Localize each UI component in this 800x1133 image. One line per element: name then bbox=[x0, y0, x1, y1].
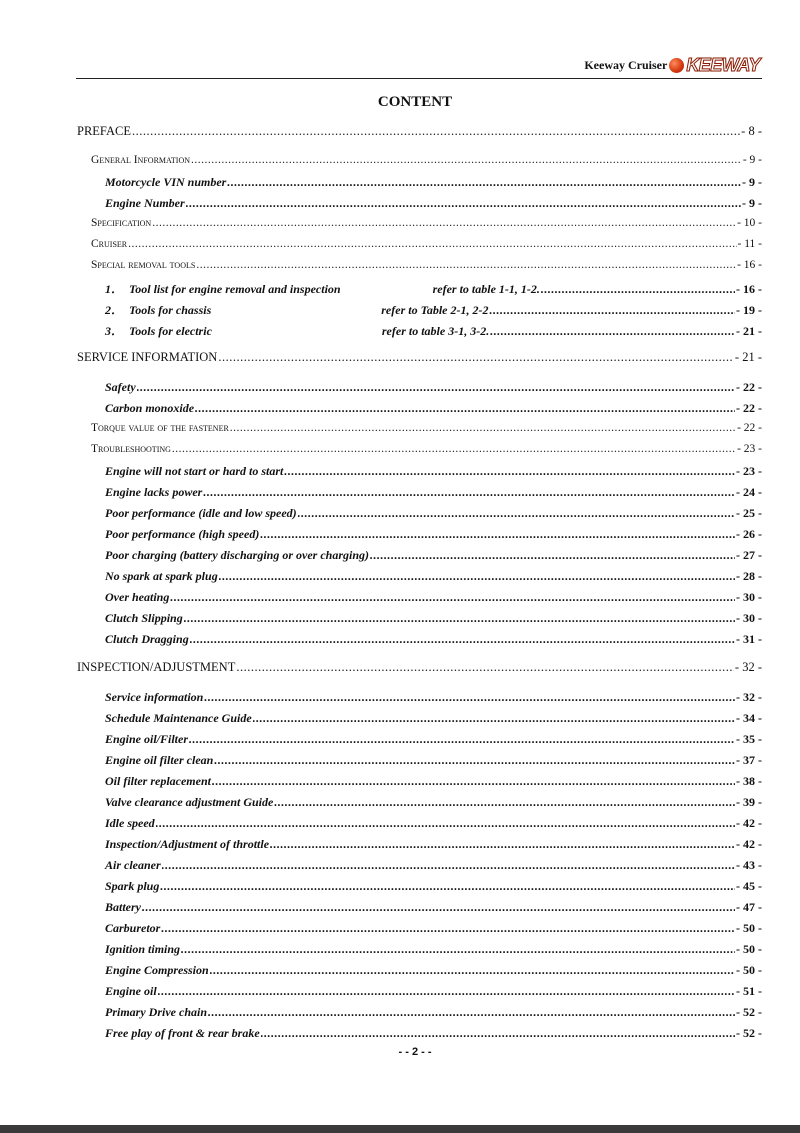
toc-entry-label: Torque value of the fastener bbox=[91, 422, 229, 434]
toc-entry-label: Free play of front & rear brake bbox=[105, 1026, 260, 1040]
toc-leader-dots bbox=[142, 900, 735, 915]
toc-entry-page: - 24 - bbox=[736, 485, 762, 499]
toc-entry-page: - 19 - bbox=[736, 303, 762, 317]
toc-entry[interactable] bbox=[105, 527, 762, 545]
toc-entry[interactable] bbox=[105, 632, 762, 650]
toc-leader-dots bbox=[214, 753, 735, 768]
toc-entry-page: - 38 - bbox=[736, 774, 762, 788]
toc-entry[interactable] bbox=[105, 711, 762, 729]
toc-entry-label: Engine lacks power bbox=[105, 485, 203, 499]
toc-entry[interactable] bbox=[105, 900, 762, 918]
toc-leader-dots bbox=[186, 196, 741, 211]
toc-entry-page: - 42 - bbox=[736, 837, 762, 851]
toc-entry[interactable] bbox=[105, 774, 762, 792]
toc-entry[interactable] bbox=[105, 963, 762, 981]
toc-entry-label: Poor performance (idle and low speed) bbox=[105, 506, 297, 520]
toc-entry-label bbox=[105, 280, 540, 297]
toc-entry-page: - 30 - bbox=[736, 611, 762, 625]
toc-entry-page: - 43 - bbox=[736, 858, 762, 872]
toc-entry-page: - 23 - bbox=[737, 443, 762, 455]
toc-entry[interactable] bbox=[105, 301, 762, 319]
toc-entry[interactable] bbox=[105, 506, 762, 524]
toc-entry-label: Inspection/Adjustment of throttle bbox=[105, 837, 270, 851]
toc-entry-page: - 34 - bbox=[736, 711, 762, 725]
toc-entry-label: Specification bbox=[91, 217, 152, 229]
page-number: - - 2 - - bbox=[398, 1046, 432, 1058]
toc-entry-label: Ignition timing bbox=[105, 942, 181, 956]
toc-entry-label: Engine will not start or hard to start bbox=[105, 464, 284, 478]
toc-entry-page: - 37 - bbox=[736, 753, 762, 767]
toc-entry-label: Clutch Slipping bbox=[105, 611, 183, 625]
toc-entry[interactable] bbox=[91, 238, 762, 256]
toc-entry-label: Safety bbox=[105, 380, 136, 394]
toc-entry[interactable] bbox=[105, 280, 762, 298]
toc-entry-label: INSPECTION/ADJUSTMENT bbox=[77, 660, 236, 674]
toc-entry-page: - 16 - bbox=[736, 282, 762, 296]
toc-entry-label: Carburetor bbox=[105, 921, 161, 935]
toc-leader-dots bbox=[208, 1005, 735, 1020]
toc-entry[interactable] bbox=[91, 259, 762, 277]
toc-entry[interactable] bbox=[105, 611, 762, 629]
toc-leader-dots bbox=[210, 963, 735, 978]
toc-entry-label bbox=[105, 301, 488, 318]
toc-entry[interactable] bbox=[105, 485, 762, 503]
toc-leader-dots bbox=[160, 879, 735, 894]
toc-entry[interactable] bbox=[105, 401, 762, 419]
toc-entry[interactable] bbox=[105, 921, 762, 939]
toc-entry-label: Motorcycle VIN number bbox=[105, 175, 227, 189]
toc-leader-dots bbox=[236, 660, 734, 675]
toc-entry[interactable] bbox=[105, 879, 762, 897]
toc-leader-dots bbox=[274, 795, 735, 810]
toc-entry-label: Clutch Dragging bbox=[105, 632, 189, 646]
toc-leader-dots bbox=[156, 816, 735, 831]
toc-entry[interactable] bbox=[91, 217, 762, 235]
toc-entry[interactable] bbox=[105, 690, 762, 708]
toc-entry-page: - 52 - bbox=[736, 1005, 762, 1019]
toc-entry-page: - 35 - bbox=[736, 732, 762, 746]
toc-entry-page: - 21 - bbox=[734, 350, 762, 364]
toc-entry-title: Tools for electric bbox=[129, 324, 212, 338]
toc-entry-label: Engine oil bbox=[105, 984, 157, 998]
toc-entry-label: Valve clearance adjustment Guide bbox=[105, 795, 274, 809]
toc-leader-dots bbox=[270, 837, 735, 852]
toc-entry-page: - 23 - bbox=[736, 464, 762, 478]
toc-entry[interactable] bbox=[105, 753, 762, 771]
toc-entry[interactable] bbox=[105, 795, 762, 813]
toc-entry-page: - 9 - bbox=[742, 154, 762, 166]
toc-entry-number: 2． bbox=[105, 303, 124, 317]
toc-leader-dots bbox=[161, 921, 735, 936]
toc-entry[interactable] bbox=[105, 548, 762, 566]
toc-entry-page: - 22 - bbox=[736, 401, 762, 415]
toc-leader-dots bbox=[152, 217, 736, 229]
toc-entry[interactable] bbox=[105, 1005, 762, 1023]
toc-entry-label: Schedule Maintenance Guide bbox=[105, 711, 252, 725]
toc-leader-dots bbox=[128, 238, 736, 250]
toc-entry-label: Air cleaner bbox=[105, 858, 161, 872]
toc-entry[interactable] bbox=[77, 124, 762, 142]
toc-entry[interactable] bbox=[105, 464, 762, 482]
toc-leader-dots bbox=[184, 611, 735, 626]
toc-leader-dots bbox=[137, 380, 735, 395]
logo-text: KEEWAY bbox=[686, 54, 760, 75]
toc-leader-dots bbox=[190, 632, 735, 647]
toc-entry-page: - 25 - bbox=[736, 506, 762, 520]
toc-entry[interactable] bbox=[77, 350, 762, 368]
toc-entry[interactable] bbox=[105, 196, 762, 214]
toc-entry-reference: refer to table 3-1, 3-2. bbox=[381, 324, 490, 338]
toc-entry-page: - 27 - bbox=[736, 548, 762, 562]
toc-leader-dots bbox=[162, 858, 735, 873]
toc-entry-page: - 26 - bbox=[736, 527, 762, 541]
toc-entry-page: - 31 - bbox=[736, 632, 762, 646]
toc-leader-dots bbox=[212, 774, 735, 789]
toc-entry-label: Oil filter replacement bbox=[105, 774, 211, 788]
page-title: CONTENT bbox=[377, 94, 453, 110]
toc-entry-page: - 28 - bbox=[736, 569, 762, 583]
toc-leader-dots bbox=[189, 732, 735, 747]
toc-leader-dots bbox=[170, 590, 735, 605]
toc-leader-dots bbox=[227, 175, 741, 190]
toc-leader-dots bbox=[284, 464, 735, 479]
toc-entry-label bbox=[105, 322, 489, 339]
toc-leader-dots bbox=[219, 569, 735, 584]
toc-leader-dots bbox=[195, 401, 735, 416]
toc-entry-label: Cruiser bbox=[91, 238, 128, 250]
toc-leader-dots bbox=[370, 548, 735, 563]
toc-entry-label: Engine Number bbox=[105, 196, 185, 210]
toc-entry-page: - 30 - bbox=[736, 590, 762, 604]
toc-leader-dots bbox=[172, 443, 736, 455]
toc-entry-page: - 9 - bbox=[742, 175, 762, 189]
toc-entry[interactable] bbox=[105, 569, 762, 587]
toc-entry-label: Engine oil filter clean bbox=[105, 753, 214, 767]
toc-entry-label: Engine oil/Filter bbox=[105, 732, 189, 746]
toc-leader-dots bbox=[218, 350, 734, 365]
toc-entry-label: Poor performance (high speed) bbox=[105, 527, 260, 541]
toc-leader-dots bbox=[260, 527, 735, 542]
toc-entry-page: - 10 - bbox=[737, 217, 762, 229]
toc-entry-page: - 45 - bbox=[736, 879, 762, 893]
toc-entry-number: 3． bbox=[105, 324, 124, 338]
toc-entry-page: - 9 - bbox=[742, 196, 762, 210]
toc-entry-number: 1． bbox=[105, 282, 124, 296]
toc-entry-reference: refer to Table 2-1, 2-2 bbox=[381, 303, 489, 317]
toc-entry-page: - 8 - bbox=[741, 124, 762, 138]
toc-entry-page: - 11 - bbox=[737, 238, 762, 250]
toc-entry-page: - 51 - bbox=[736, 984, 762, 998]
toc-entry-label: Service information bbox=[105, 690, 204, 704]
toc-leader-dots bbox=[204, 690, 735, 705]
toc-leader-dots bbox=[490, 324, 735, 339]
toc-entry-title: Tools for chassis bbox=[129, 303, 212, 317]
toc-leader-dots bbox=[261, 1026, 735, 1041]
toc-entry-label: No spark at spark plug bbox=[105, 569, 218, 583]
toc-leader-dots bbox=[158, 984, 735, 999]
toc-entry-label: Poor charging (battery discharging or over charging) bbox=[105, 548, 370, 562]
toc-entry-label: Spark plug bbox=[105, 879, 160, 893]
toc-leader-dots bbox=[253, 711, 735, 726]
toc-entry-page: - 32 - bbox=[734, 660, 762, 674]
toc-entry[interactable] bbox=[105, 322, 762, 340]
toc-entry-page: - 50 - bbox=[736, 942, 762, 956]
toc-entry[interactable] bbox=[105, 590, 762, 608]
bottom-bar bbox=[0, 1125, 800, 1133]
toc-leader-dots bbox=[196, 259, 736, 271]
toc-leader-dots bbox=[230, 422, 736, 434]
toc-entry-page: - 16 - bbox=[737, 259, 762, 271]
toc-leader-dots bbox=[541, 282, 735, 297]
toc-entry-label: General Information bbox=[91, 154, 191, 166]
toc-entry-label: Over heating bbox=[105, 590, 170, 604]
toc-entry-reference: refer to table 1-1, 1-2. bbox=[432, 282, 540, 296]
toc-leader-dots bbox=[181, 942, 735, 957]
toc-entry[interactable] bbox=[91, 422, 762, 440]
toc-leader-dots bbox=[489, 303, 735, 318]
toc-entry-page: - 22 - bbox=[737, 422, 762, 434]
toc-entry[interactable] bbox=[105, 1026, 762, 1044]
toc-entry-label: Carbon monoxide bbox=[105, 401, 195, 415]
toc-entry-page: - 42 - bbox=[736, 816, 762, 830]
toc-leader-dots bbox=[191, 154, 742, 166]
toc-entry-page: - 50 - bbox=[736, 921, 762, 935]
toc-entry-page: - 32 - bbox=[736, 690, 762, 704]
toc-leader-dots bbox=[298, 506, 735, 521]
toc-entry[interactable] bbox=[105, 942, 762, 960]
toc-entry-page: - 47 - bbox=[736, 900, 762, 914]
toc-entry[interactable] bbox=[91, 443, 762, 461]
toc-entry-label: Special removal tools bbox=[91, 259, 196, 271]
toc-entry-page: - 52 - bbox=[736, 1026, 762, 1040]
toc-entry-label: Primary Drive chain bbox=[105, 1005, 207, 1019]
toc-leader-dots bbox=[203, 485, 735, 500]
toc-leader-dots bbox=[132, 124, 740, 139]
toc-entry-label: Engine Compression bbox=[105, 963, 209, 977]
toc-entry[interactable] bbox=[105, 380, 762, 398]
toc-entry-page: - 39 - bbox=[736, 795, 762, 809]
toc-entry[interactable] bbox=[105, 816, 762, 834]
toc-entry-label: Idle speed bbox=[105, 816, 155, 830]
toc-entry-page: - 22 - bbox=[736, 380, 762, 394]
toc-entry[interactable] bbox=[91, 154, 762, 172]
toc-entry-label: Battery bbox=[105, 900, 141, 914]
toc-entry[interactable] bbox=[77, 660, 762, 678]
toc-entry-label: SERVICE INFORMATION bbox=[77, 350, 218, 364]
toc-entry-label: Troubleshooting bbox=[91, 443, 171, 455]
toc-entry[interactable] bbox=[105, 732, 762, 750]
toc-entry-page: - 50 - bbox=[736, 963, 762, 977]
header-title: Keeway Cruiser bbox=[584, 57, 668, 72]
toc-entry-label: PREFACE bbox=[77, 124, 131, 138]
toc-entry[interactable] bbox=[105, 858, 762, 876]
toc-entry[interactable] bbox=[105, 984, 762, 1002]
toc-entry[interactable] bbox=[105, 175, 762, 193]
toc-entry-title: Tool list for engine removal and inspection bbox=[129, 282, 341, 296]
toc-entry-page: - 21 - bbox=[736, 324, 762, 338]
toc-entry[interactable] bbox=[105, 837, 762, 855]
